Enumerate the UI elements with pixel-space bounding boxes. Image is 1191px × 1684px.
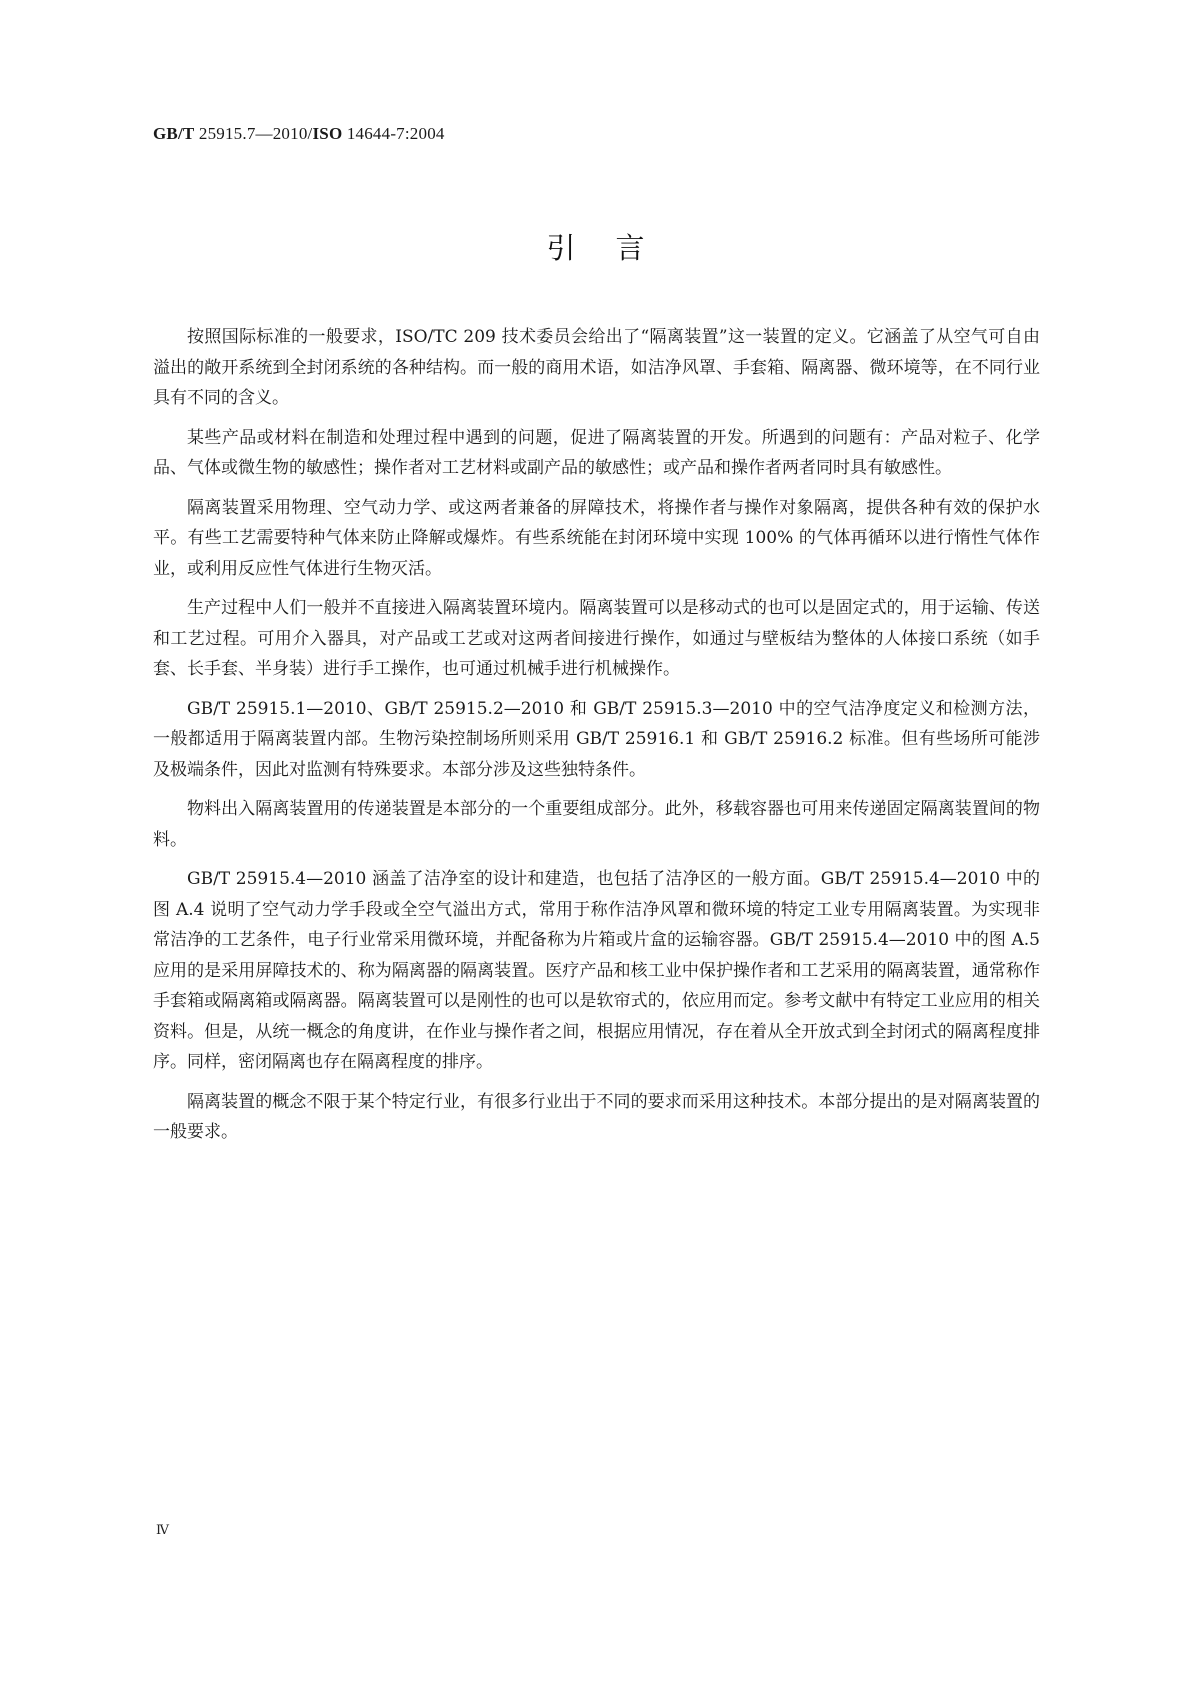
paragraph-6: 物料出入隔离装置用的传递装置是本部分的一个重要组成部分。此外，移载容器也可用来传递固定隔离装置间的物料。 [153,799,1040,850]
paragraph-5: GB/T 25915.1—2010、GB/T 25915.2—2010 和 GB/T 25915.3—2010 中的空气洁净度定义和检测方法，一般都适用于隔离装置内部。生物污染控制场所则采用 GB/T 25916.1 和 GB/T 25916.2 标准。但有些场所可能涉及极端条件，因此对监测有特殊要求。本部分涉及这些独特条件。 [153,698,1040,780]
standard-code-header [153,124,445,144]
page-number: Ⅳ [156,1522,169,1537]
paragraph-7: GB/T 25915.4—2010 涵盖了洁净室的设计和建造，也包括了洁净区的一般方面。GB/T 25915.4—2010 中的图 A.4 说明了空气动力学手段或全空气溢出方式，常用于称作洁净风罩和微环境的特定工业专用隔离装置。为实现非常洁净的工艺条件，电子行业常采用微环境，并配备称为片箱或片盒的运输容器。GB/T 25915.4—2010 中的图 A.5 应用的是采用屏障技术的、称为隔离器的隔离装置。医疗产品和核工业中保护操作者和工艺采用的隔离装置，通常称作手套箱或隔离箱或隔离器。隔离装置可以是刚性的也可以是软帘式的，依应用而定。参考文献中有特定工业应用的相关资料。但是，从统一概念的角度讲，在作业与操作者之间，根据应用情况，存在着从全开放式到全封闭式的隔离程度排序。同样，密闭隔离也存在隔离程度的排序。 [153,869,1040,1072]
standard-number: 25915.7—2010/ [194,124,313,143]
paragraph-1: 按照国际标准的一般要求，ISO/TC 209 技术委员会给出了“隔离装置”这一装置的定义。它涵盖了从空气可自由溢出的敞开系统到全封闭系统的各种结构。而一般的商用术语，如洁净风罩、手套箱、隔离器、微环境等，在不同行业具有不同的含义。 [153,327,1040,408]
paragraph-2: 某些产品或材料在制造和处理过程中遇到的问题，促进了隔离装置的开发。所遇到的问题有：产品对粒子、化学品、气体或微生物的敏感性；操作者对工艺材料或副产品的敏感性；或产品和操作者两者同时具有敏感性。 [153,427,1040,478]
page-title: 引言 [546,231,685,265]
paragraph-3: 隔离装置采用物理、空气动力学、或这两者兼备的屏障技术，将操作者与操作对象隔离，提供各种有效的保护水平。有些工艺需要特种气体来防止降解或爆炸。有些系统能在封闭环境中实现 100% 的气体再循环以进行惰性气体作业，或利用反应性气体进行生物灭活。 [153,497,1040,579]
iso-prefix: ISO [312,124,343,143]
iso-number: 14644-7:2004 [342,124,445,143]
paragraph-8: 隔离装置的概念不限于某个特定行业，有很多行业出于不同的要求而采用这种技术。本部分提出的是对隔离装置的一般要求。 [153,1091,1040,1142]
standard-prefix: GB/T [153,124,195,143]
introduction-body [153,322,1040,1157]
paragraph-4: 生产过程中人们一般并不直接进入隔离装置环境内。隔离装置可以是移动式的也可以是固定式的，用于运输、传送和工艺过程。可用介入器具，对产品或工艺或对这两者间接进行操作，如通过与壁板结为整体的人体接口系统（如手套、长手套、半身装）进行手工操作，也可通过机械手进行机械操作。 [153,598,1040,679]
